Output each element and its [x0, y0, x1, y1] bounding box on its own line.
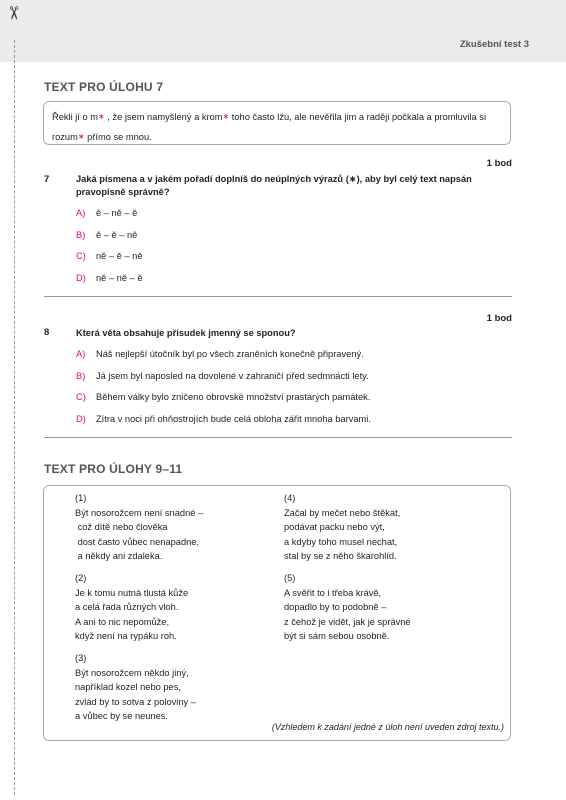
- poem-line: což dítě nebo člověka: [75, 522, 168, 532]
- option-letter: B): [76, 371, 86, 381]
- poem-line: dopadlo by to podobně –: [284, 602, 387, 612]
- blank-marker: ∗: [97, 112, 105, 121]
- option-letter: B): [76, 230, 86, 240]
- stanza-4: [284, 491, 400, 564]
- q8-option-a[interactable]: [76, 348, 364, 360]
- stanza-5: [284, 571, 411, 644]
- q8-number: 8: [44, 327, 50, 338]
- text7-part-2: , že jsem namyšlený a krom: [104, 112, 223, 122]
- poem-line: když není na rypáku roh.: [75, 631, 177, 641]
- blank-marker: ∗: [222, 112, 230, 121]
- stanza-number: (4): [284, 493, 296, 503]
- poem-line: Začal by mečet nebo štěkat,: [284, 507, 401, 518]
- poem-line: například kozel nebo pes,: [75, 682, 181, 692]
- poem-line: stal by se z něho škarohlíd.: [284, 551, 397, 561]
- poem-line: A ani to nic nepomůže,: [75, 616, 170, 627]
- divider: [44, 437, 512, 438]
- q8-points: 1 bod: [486, 313, 512, 324]
- blank-marker: ∗: [77, 132, 85, 141]
- option-text: ě – ě – ně: [96, 230, 138, 240]
- q8-text: Která věta obsahuje přísudek jmenný se sponou?: [76, 328, 296, 338]
- poem-line: dost často vůbec nenapadne,: [75, 536, 200, 547]
- stanza-2: [75, 571, 188, 644]
- test-label: Zkušební test 3: [459, 39, 529, 50]
- q7-option-c[interactable]: [76, 250, 143, 262]
- q7-option-d[interactable]: [76, 272, 143, 284]
- option-letter: C): [76, 392, 86, 402]
- section-heading-text9-11: TEXT PRO ÚLOHY 9–11: [44, 462, 183, 476]
- poem-line: být si sám sebou osobně.: [284, 631, 390, 641]
- option-letter: A): [76, 349, 86, 359]
- q7-number: 7: [44, 174, 50, 185]
- option-text: ně – ě – ně: [96, 251, 143, 261]
- text7-part-1: Řekli jí o m: [52, 112, 98, 122]
- option-text: Náš nejlepší útočník byl po všech zraněních konečně připravený.: [96, 349, 364, 359]
- stanza-number: (5): [284, 573, 296, 583]
- poem-line: podávat packu nebo výt,: [284, 522, 385, 532]
- divider: [44, 296, 512, 297]
- poem-box: [43, 485, 511, 741]
- header-band: [0, 0, 566, 62]
- poem-line: zvlád by to sotva z poloviny –: [75, 696, 196, 707]
- option-text: ě – ně – ě: [96, 208, 138, 218]
- poem-line: a celá řada různých vloh.: [75, 602, 179, 612]
- source-note: (Vzhledem k zadání jedné z úloh není uveden zdroj textu.): [271, 721, 504, 732]
- option-letter: D): [76, 273, 86, 283]
- q7-points: 1 bod: [486, 158, 512, 169]
- poem-line: Být nosorožcem někdo jiný,: [75, 667, 189, 678]
- option-letter: A): [76, 208, 86, 218]
- stanza-3: [75, 651, 196, 724]
- option-text: Během války bylo zničeno obrovské množství prastarých památek.: [96, 392, 371, 402]
- poem-line: Je k tomu nutná tlustá kůže: [75, 587, 189, 598]
- stanza-number: (1): [75, 493, 87, 503]
- poem-line: z čehož je vidět, jak je správné: [284, 616, 411, 627]
- option-letter: D): [76, 414, 86, 424]
- text7-part-3: toho často lžu, ale nevěřila jim a raději počkala a promluvila si rozum: [52, 112, 487, 142]
- stanza-number: (2): [75, 573, 87, 583]
- section-heading-text7: TEXT PRO ÚLOHU 7: [44, 80, 164, 94]
- scissors-icon: ✂: [3, 5, 24, 21]
- poem-line: a kdyby toho musel nechat,: [284, 536, 398, 547]
- q8-option-b[interactable]: [76, 370, 369, 382]
- text7-part-4: přímo se mnou.: [84, 132, 152, 142]
- q7-option-b[interactable]: [76, 229, 137, 241]
- stanza-1: [75, 491, 203, 564]
- text7-box: [43, 101, 511, 145]
- option-text: ně – ně – ě: [96, 273, 143, 283]
- poem-line: a někdy ani zdaleka.: [75, 551, 163, 561]
- poem-line: A svěřit to i třeba krávě,: [284, 587, 382, 598]
- poem-line: a vůbec by se neunes.: [75, 711, 169, 721]
- cut-line: [14, 40, 15, 795]
- option-text: Já jsem byl naposled na dovolené v zahraničí před sedmnácti lety.: [96, 371, 369, 381]
- q8-option-d[interactable]: [76, 413, 371, 425]
- option-letter: C): [76, 251, 86, 261]
- q7-option-a[interactable]: [76, 207, 137, 219]
- poem-line: Být nosorožcem není snadné –: [75, 507, 204, 518]
- stanza-number: (3): [75, 653, 87, 663]
- q7-text: Jaká písmena a v jakém pořadí doplníš do neúplných výrazů (∗), aby byl celý text napsán pravopisně správně?: [76, 174, 472, 197]
- option-text: Zítra v noci při ohňostrojích bude celá obloha zářit mnoha barvami.: [96, 414, 371, 424]
- q8-option-c[interactable]: [76, 391, 370, 403]
